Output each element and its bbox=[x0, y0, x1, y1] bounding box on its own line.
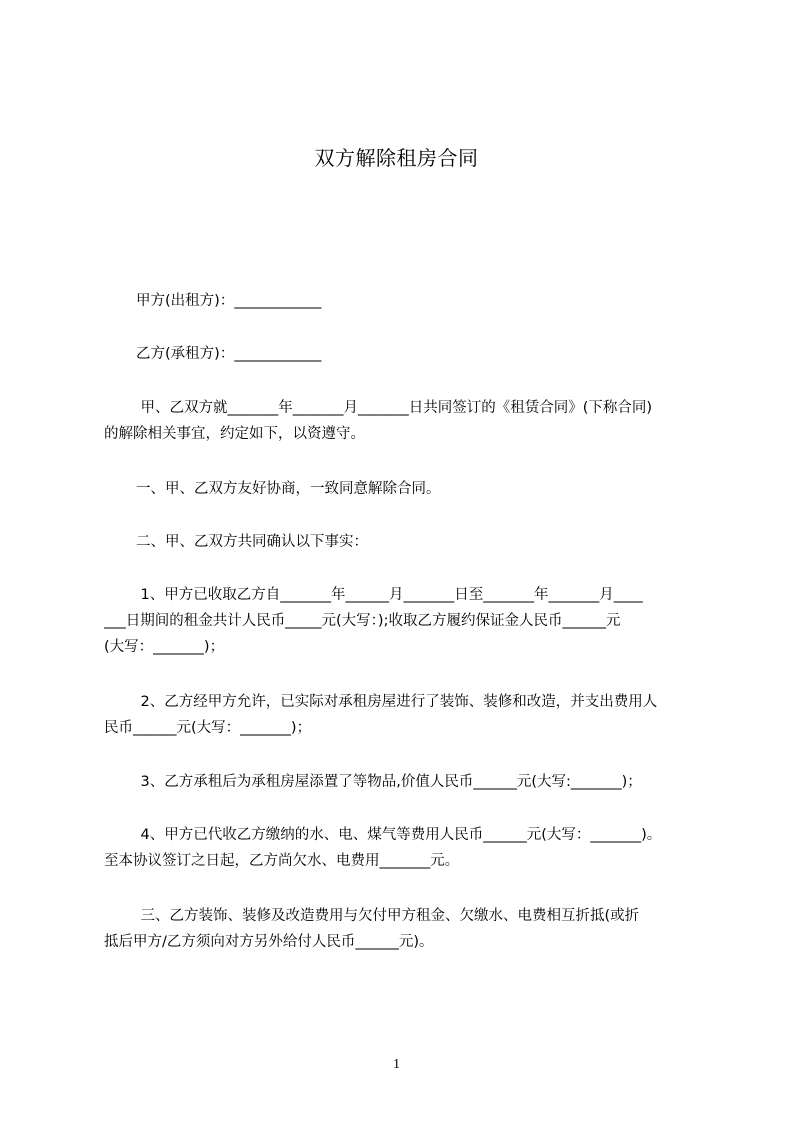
clause-3-line-1: 三、乙方装饰、装修及改造费用与欠付甲方租金、欠缴水、电费相互折抵(或折 bbox=[126, 908, 640, 924]
party-b-line: 乙方(承租方)：____________ bbox=[136, 346, 322, 362]
fact-4-paragraph bbox=[104, 822, 710, 874]
fact-3-line-1: 3、乙方承租后为承租房屋添置了等物品,价值人民币______元(大写:_______)； bbox=[126, 774, 642, 790]
intro-paragraph bbox=[104, 395, 710, 447]
page-number: 1 bbox=[393, 1057, 400, 1072]
fact-4-line-2: 至本协议签订之日起，乙方尚欠水、电费用_______元。 bbox=[104, 853, 460, 869]
clause-3-paragraph bbox=[104, 903, 710, 955]
fact-1-line-1: 1、甲方已收取乙方自_______年______月_______日至_______年_______月____ bbox=[126, 587, 643, 603]
clause-3-line-2: 抵后甲方/乙方须向对方另外给付人民币______元)。 bbox=[104, 934, 434, 950]
fact-4-line-1: 4、甲方已代收乙方缴纳的水、电、煤气等费用人民币______元(大写：_______)。 bbox=[126, 827, 662, 843]
fact-1-line-2: ___日期间的租金共计人民币_____元(大写：);收取乙方履约保证金人民币______元 bbox=[104, 613, 621, 629]
fact-1-line-3: (大写：_______)； bbox=[104, 639, 225, 655]
intro-line-2: 的解除相关事宜，约定如下，以资遵守。 bbox=[104, 426, 365, 442]
fact-1-paragraph bbox=[104, 582, 710, 660]
clause-1: 一、甲、乙双方友好协商，一致同意解除合同。 bbox=[136, 481, 441, 497]
intro-line-1: 甲、乙双方就_______年_______月_______日共同签订的《租赁合同》(下称合同) bbox=[126, 400, 653, 416]
fact-3-paragraph bbox=[104, 769, 710, 795]
fact-2-line-2: 民币______元(大写：_______)； bbox=[104, 720, 312, 736]
document-title: 双方解除租房合同 bbox=[314, 146, 479, 170]
clause-2: 二、甲、乙双方共同确认以下事实： bbox=[136, 534, 368, 550]
fact-2-line-1: 2、乙方经甲方允许，已实际对承租房屋进行了装饰、装修和改造，并支出费用人 bbox=[126, 694, 658, 710]
fact-2-paragraph bbox=[104, 689, 710, 741]
party-a-line: 甲方(出租方)：____________ bbox=[136, 293, 322, 309]
